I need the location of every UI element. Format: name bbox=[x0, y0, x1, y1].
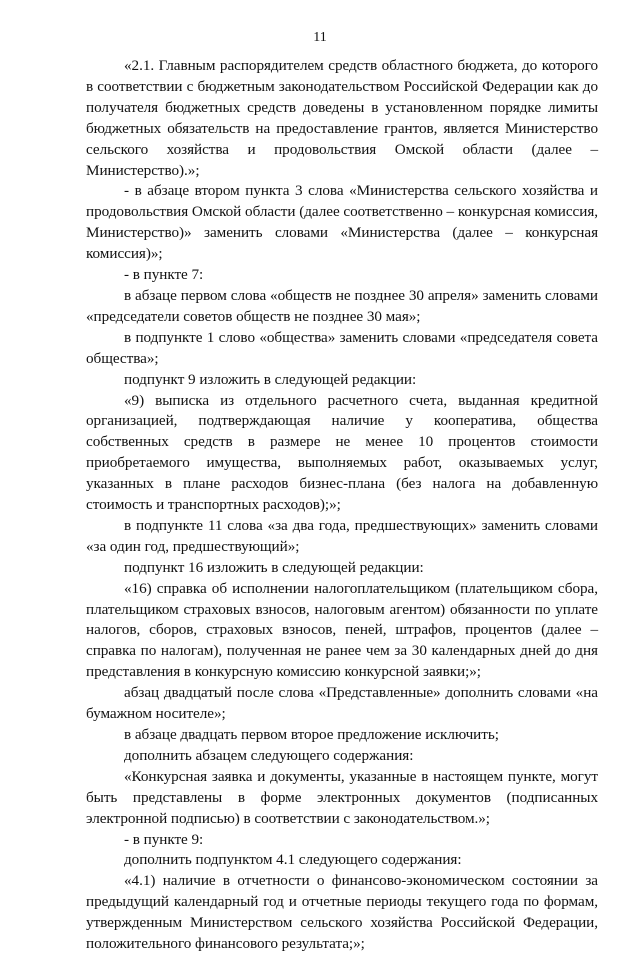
paragraph: - в пункте 9: bbox=[124, 830, 204, 848]
paragraph: «9) выписка из отдельного расчетного счета, выданная кредитной организацией, подтверждающая наличие у кооператива, общества собственных средств в размере не менее 10 процентов стоимости приобретаемого имущества, выполняемых работ, оказываемых услуг, указанных в плане расходов бизнес-плана (без налога на добавленную стоимость и транспортных расходов);»; bbox=[86, 391, 598, 514]
paragraph: в подпункте 1 слово «общества» заменить словами «председателя совета общества»; bbox=[86, 328, 598, 367]
paragraph: подпункт 16 изложить в следующей редакции: bbox=[124, 558, 424, 576]
paragraph: подпункт 9 изложить в следующей редакции: bbox=[124, 370, 417, 388]
document-body bbox=[86, 56, 598, 955]
paragraph: «Конкурсная заявка и документы, указанные в настоящем пункте, могут быть представлены в форме электронных документов (подписанных электронной подписью) в соответствии с законодательством.»; bbox=[86, 767, 598, 827]
paragraph: дополнить подпунктом 4.1 следующего содержания: bbox=[124, 851, 462, 869]
paragraph: дополнить абзацем следующего содержания: bbox=[124, 746, 414, 764]
paragraph: в абзаце двадцать первом второе предложение исключить; bbox=[124, 726, 499, 743]
paragraph: - в пункте 7: bbox=[124, 266, 204, 284]
paragraph: абзац двадцатый после слова «Представленные» дополнить словами «на бумажном носителе»; bbox=[86, 684, 598, 723]
paragraph: - в абзаце втором пункта 3 слова «Министерства сельского хозяйства и продовольствия Омской области (далее соответственно – конкурсная комиссия, Министерство)» заменить словами «Министерства (далее – конкурсная комиссия)»; bbox=[86, 182, 598, 263]
page-number: 11 bbox=[313, 30, 327, 45]
paragraph: «2.1. Главным распорядителем средств областного бюджета, до которого в соответствии с бюджетным законодательством Российской Федерации как до получателя бюджетных средств доведены в установленном порядке лимиты бюджетных обязательств на предоставление грантов, является Министерство сельского хозяйства и продовольствия Омской области (далее – Министерство).»; bbox=[86, 57, 598, 179]
paragraph: «4.1) наличие в отчетности о финансово-экономическом состоянии за предыдущий календарный год и отчетные периоды текущего года по формам, утвержденным Министерством сельского хозяйства Российской Федерации, положительного финансового результата;»; bbox=[86, 872, 598, 953]
paragraph: «16) справка об исполнении налогоплательщиком (плательщиком сбора, плательщиком страховых взносов, налоговым агентом) обязанности по уплате налогов, сборов, страховых взносов, пеней, штрафов, процентов (далее – справка по налогам), полученная не ранее чем за 30 календарных дней до дня представления в конкурсную комиссию конкурсной заявки;»; bbox=[86, 579, 598, 681]
paragraph: в подпункте 11 слова «за два года, предшествующих» заменить словами «за один год, предшествующий»; bbox=[86, 516, 598, 555]
paragraph: в абзаце первом слова «обществ не позднее 30 апреля» заменить словами «председатели советов обществ не позднее 30 мая»; bbox=[86, 286, 598, 325]
